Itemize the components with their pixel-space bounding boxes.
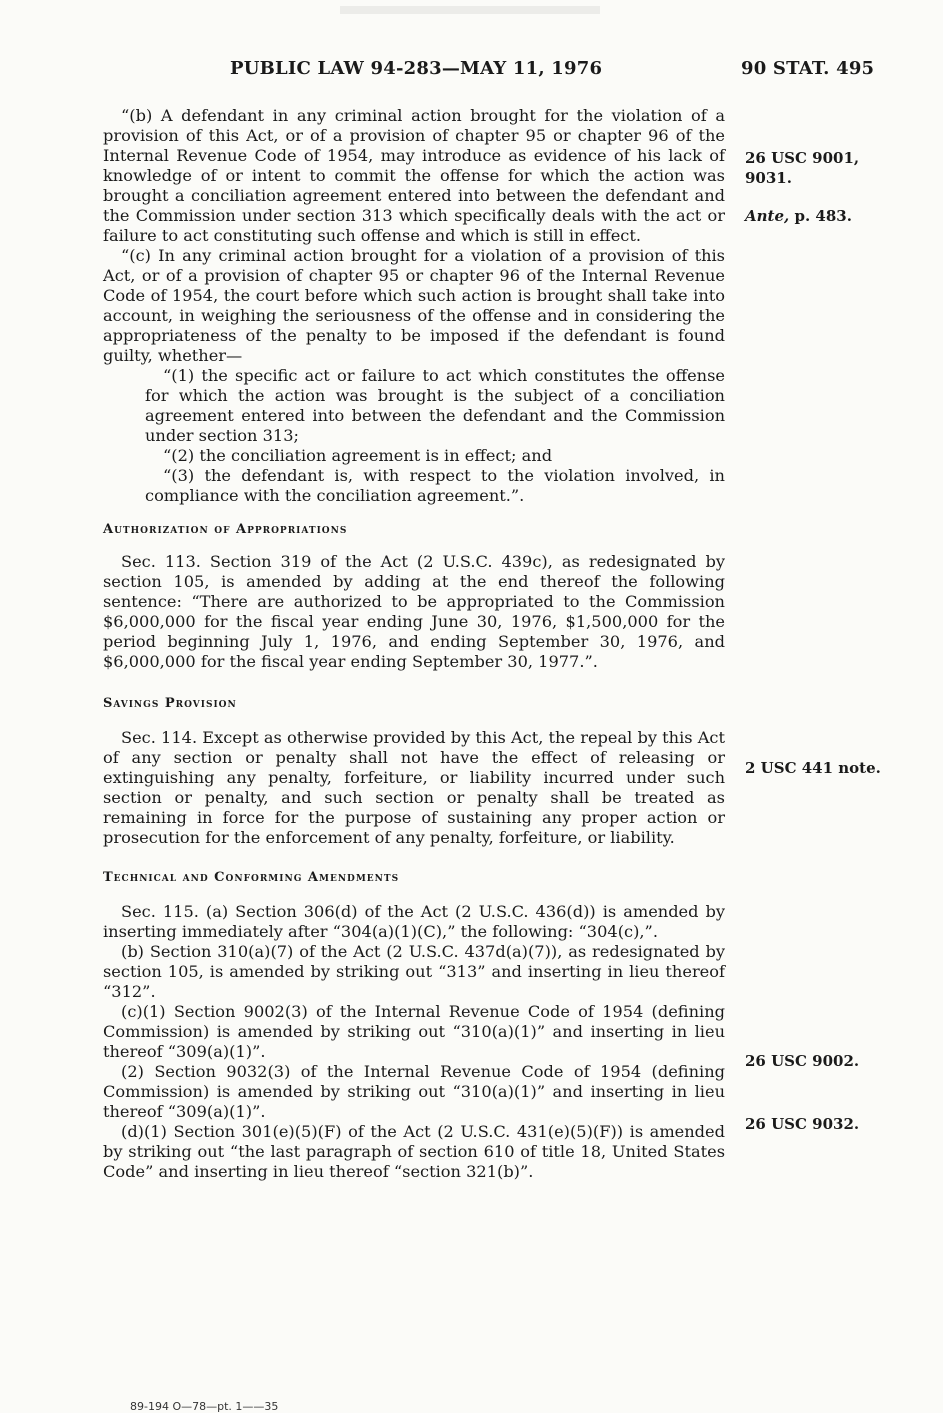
- main-column: [103, 106, 725, 1182]
- clause-c1: “(1) the specific act or failure to act which constitutes the offense for which the action was brought is the subject of a conciliation agreement entered into between the defendant and the Commission under section 313;: [145, 366, 725, 445]
- section-113: Sec. 113. Section 319 of the Act (2 U.S.C. 439c), as redesignated by section 105, is amended by adding at the end thereof the following sentence: “There are authorized to be appropriated to the Commission $6,000,000 for the fiscal year ending June 30, 1976, $1,500,000 for the period beginning July 1, 1976, and ending September 30, 1976, and $6,000,000 for the fiscal year ending September 30, 1977.”.: [103, 552, 725, 671]
- margin-note-26usc9002: 26 USC 9002.: [745, 1052, 860, 1070]
- heading-authorization: Authorization of Appropriations: [103, 522, 348, 537]
- margin-note-ante: [745, 206, 852, 226]
- clause-c2: “(2) the conciliation agreement is in effect; and: [163, 446, 553, 465]
- running-head-title: PUBLIC LAW 94-283—MAY 11, 1976: [230, 58, 603, 79]
- margin-ante-page: p. 483.: [789, 207, 852, 225]
- scan-artifact: [340, 6, 600, 14]
- section-115c2: (2) Section 9032(3) of the Internal Revenue Code of 1954 (defining Commission) is amended by striking out “310(a)(1)” and inserting in lieu thereof “309(a)(1)”.: [103, 1062, 725, 1121]
- margin-note-26usc9001: [745, 148, 859, 188]
- print-job-number: 89-194 O—78—pt. 1——35: [130, 1400, 279, 1413]
- margin-usc9001-line: 26 USC 9001,: [745, 149, 860, 167]
- section-114: Sec. 114. Except as otherwise provided by this Act, the repeal by this Act of any section or penalty shall not have the effect of releasing or extinguishing any penalty, forfeiture, or liability incurred under such section or penalty, and such section or penalty shall be treated as remaining in force for the purpose of sustaining any proper action or prosecution for the enforcement of any penalty, forfeiture, or liability.: [103, 728, 725, 847]
- paragraph-c: “(c) In any criminal action brought for a violation of a provision of this Act, or of a provision of chapter 95 or chapter 96 of the Internal Revenue Code of 1954, the court before which such action is brought shall take into account, in weighing the seriousness of the offense and in considering the appropriateness of the penalty to be imposed if the defendant is found guilty, whether—: [103, 246, 725, 365]
- section-115d1: (d)(1) Section 301(e)(5)(F) of the Act (2 U.S.C. 431(e)(5)(F)) is amended by striking out “the last paragraph of section 610 of title 18, United States Code” and inserting in lieu thereof “section 321(b)”.: [103, 1122, 725, 1181]
- heading-savings: Savings Provision: [103, 696, 237, 711]
- paragraph-b: “(b) A defendant in any criminal action brought for the violation of a provision of this Act, or of a provision of chapter 95 or chapter 96 of the Internal Revenue Code of 1954, may introduce as evidence of his lack of knowledge of or intent to commit the offense for which the action was brought a conciliation agreement entered into between the defendant and the Commission under section 313 which specifically deals with the act or failure to act constituting such offense and which is still in effect.: [103, 106, 725, 245]
- clause-c3: “(3) the defendant is, with respect to the violation involved, in compliance with the conciliation agreement.”.: [145, 466, 725, 505]
- section-115a: Sec. 115. (a) Section 306(d) of the Act (2 U.S.C. 436(d)) is amended by inserting immediately after “304(a)(1)(C),” the following: “304(c),”.: [103, 902, 725, 941]
- section-115c1: (c)(1) Section 9002(3) of the Internal Revenue Code of 1954 (defining Commission) is amended by striking out “310(a)(1)” and inserting in lieu thereof “309(a)(1)”.: [103, 1002, 725, 1061]
- margin-note-26usc9032: 26 USC 9032.: [745, 1115, 860, 1133]
- heading-technical: Technical and Conforming Amendments: [103, 870, 400, 885]
- statute-page-number: 90 STAT. 495: [741, 58, 875, 79]
- margin-ante-word: Ante,: [745, 207, 790, 225]
- margin-note-2usc441: 2 USC 441 note.: [745, 759, 881, 777]
- margin-usc9031-line: 9031.: [745, 169, 792, 187]
- section-115b: (b) Section 310(a)(7) of the Act (2 U.S.C. 437d(a)(7)), as redesignated by section 105, is amended by striking out “313” and inserting in lieu thereof “312”.: [103, 942, 725, 1001]
